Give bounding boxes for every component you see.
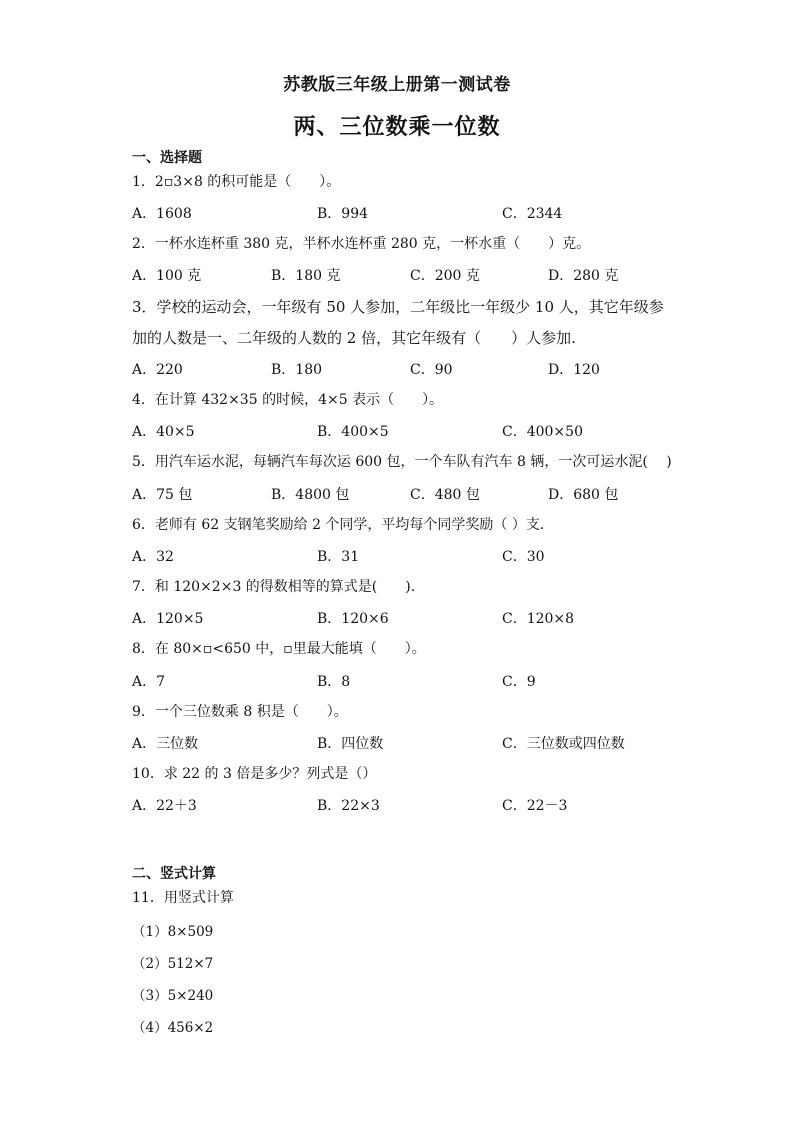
question-4-text: 4．在计算 432×35 的时候，4×5 表示（ ）。 <box>132 392 444 408</box>
option: B．180 克 <box>271 268 341 284</box>
question-7-options <box>132 608 692 628</box>
section-heading-multiple-choice: 一、选择题 <box>132 150 202 166</box>
question-9-options <box>132 733 692 753</box>
question-5-options <box>132 484 692 504</box>
option: C．2344 <box>502 206 563 222</box>
question-6-text: 6．老师有 62 支钢笔奖励给 2 个同学，平均每个同学奖励（ ）支． <box>132 517 554 533</box>
option: A．120×5 <box>132 611 204 627</box>
option: B．31 <box>317 549 360 565</box>
question-10-text: 10．求 22 的 3 倍是多少？列式是（） <box>132 766 377 782</box>
option: D．680 包 <box>548 487 619 503</box>
question-3-text: 3．学校的运动会，一年级有 50 人参加，二年级比一年级少 10 人，其它年级参加的人数是一、二年级的人数的 2 倍，其它年级有（ ）人参加. <box>132 298 664 347</box>
option: A．三位数 <box>132 736 199 752</box>
option: C．三位数或四位数 <box>502 736 625 752</box>
question-3-options <box>132 359 692 379</box>
option: A．40×5 <box>132 424 195 440</box>
option: C．400×50 <box>502 424 583 440</box>
option: B．120×6 <box>317 611 389 627</box>
question-6-options <box>132 546 692 566</box>
option: A．100 克 <box>132 268 202 284</box>
section-heading-vertical-calculation: 二、竖式计算 <box>132 866 216 882</box>
option: B．4800 包 <box>271 487 350 503</box>
option: B．994 <box>317 206 369 222</box>
option: C．90 <box>410 362 453 378</box>
option: B．四位数 <box>317 736 384 752</box>
question-4-options <box>132 421 692 441</box>
calculation-item-1: （1）8×509 <box>132 924 214 940</box>
question-9-text: 9．一个三位数乘 8 积是（ ）。 <box>132 704 348 720</box>
option: D．280 克 <box>548 268 619 284</box>
calculation-item-3: （3）5×240 <box>132 988 214 1004</box>
option: B．8 <box>317 674 351 690</box>
question-5-text: 5．用汽车运水泥，每辆汽车每次运 600 包，一个车队有汽车 8 辆，一次可运水泥( ) <box>132 454 672 470</box>
question-10-options <box>132 795 692 815</box>
option: A．1608 <box>132 206 192 222</box>
option: B．22×3 <box>317 798 380 814</box>
question-2-text: 2．一杯水连杯重 380 克，半杯水连杯重 280 克，一杯水重（ ）克。 <box>132 236 591 252</box>
question-1-options <box>132 203 692 223</box>
option: C．9 <box>502 674 536 690</box>
option: C．480 包 <box>410 487 480 503</box>
worksheet-title: 苏教版三年级上册第一测试卷 <box>283 75 511 95</box>
option: A．220 <box>132 362 183 378</box>
worksheet-subtitle: 两、三位数乘一位数 <box>293 114 501 140</box>
calculation-item-4: （4）456×2 <box>132 1020 214 1036</box>
option: A．22＋3 <box>132 798 197 814</box>
option: B．180 <box>271 362 323 378</box>
option: A．75 包 <box>132 487 193 503</box>
option: C．30 <box>502 549 545 565</box>
option: B．400×5 <box>317 424 389 440</box>
question-8-options <box>132 671 692 691</box>
option: A．32 <box>132 549 174 565</box>
option: C．120×8 <box>502 611 575 627</box>
option: A．7 <box>132 674 166 690</box>
option: C．22－3 <box>502 798 568 814</box>
question-8-text: 8．在 80×▫<650 中，▫里最大能填（ ）。 <box>132 641 426 657</box>
question-1-text: 1．2▫3×8 的积可能是（ ）。 <box>132 174 341 190</box>
calculation-item-2: （2）512×7 <box>132 956 214 972</box>
option: C．200 克 <box>410 268 480 284</box>
question-7-text: 7．和 120×2×3 的得数相等的算式是( ). <box>132 579 416 595</box>
question-2-options <box>132 265 692 285</box>
question-11-text: 11．用竖式计算 <box>132 890 234 906</box>
option: D．120 <box>548 362 600 378</box>
